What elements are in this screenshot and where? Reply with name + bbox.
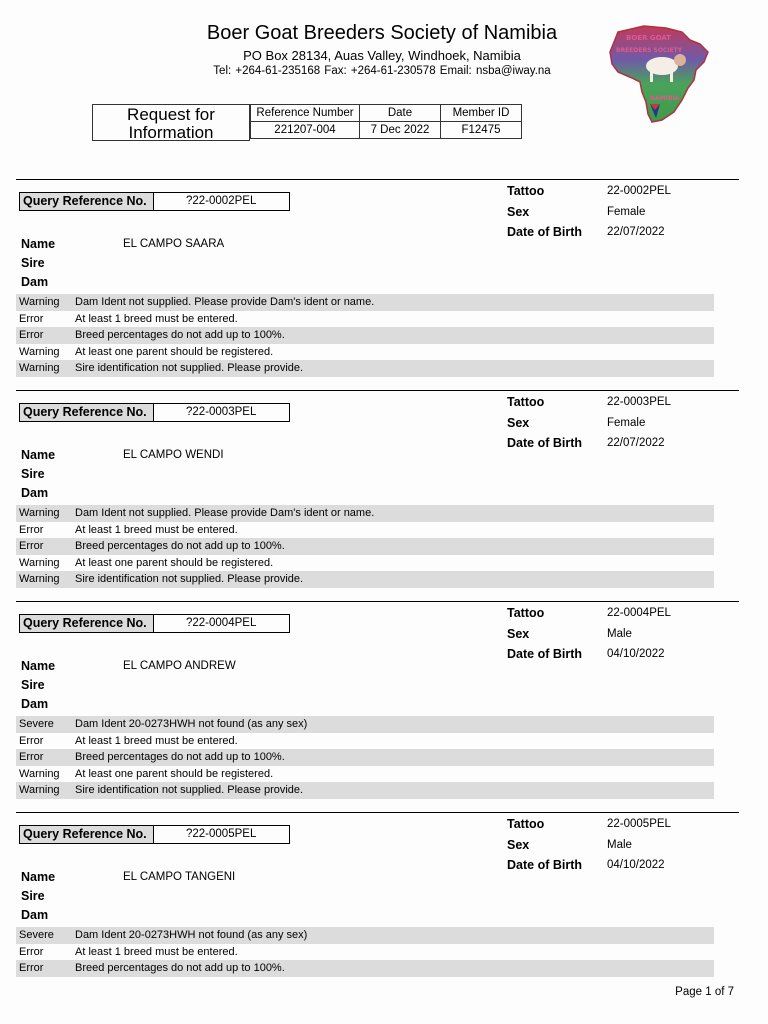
animal-name: EL CAMPO TANGENI [123,871,236,883]
message-row [16,927,714,944]
message-severity: Error [19,312,44,325]
message-row [16,344,714,361]
sex-label: Sex [507,838,530,852]
society-title: Boer Goat Breeders Society of Namibia [206,22,558,44]
tattoo-value: 22-0004PEL [607,607,671,619]
query-reference-label: Query Reference No. [20,826,154,843]
message-row [16,311,714,328]
dob-value: 22/07/2022 [607,437,665,449]
tattoo-value: 22-0003PEL [607,396,671,408]
message-severity: Warning [19,345,60,358]
message-row [16,555,714,572]
message-severity: Error [19,734,44,747]
message-text: At least one parent should be registered. [75,767,274,780]
message-list [16,927,714,977]
query-reference-box [19,614,290,633]
message-text: At least one parent should be registered. [75,345,274,358]
request-for-information-title: Request for Information [92,104,250,141]
name-label: Name [21,659,56,673]
sex-value: Male [607,839,632,851]
ref-number-value: 221207-004 [251,122,360,139]
date-header: Date [360,105,441,122]
query-section [16,601,739,812]
name-label: Name [21,237,56,251]
member-id-header: Member ID [441,105,522,122]
message-severity: Warning [19,767,60,780]
message-text: At least 1 breed must be entered. [75,312,238,325]
message-row [16,766,714,783]
message-text: Sire identification not supplied. Please provide. [75,784,304,797]
member-id-value: F12475 [441,122,522,139]
message-row [16,538,714,555]
message-row [16,505,714,522]
tattoo-label: Tattoo [507,395,545,409]
query-reference-value: ?22-0005PEL [186,828,257,840]
message-row [16,294,714,311]
society-address: PO Box 28134, Auas Valley, Windhoek, Namibia [243,48,521,63]
tattoo-value: 22-0002PEL [607,185,671,197]
name-label: Name [21,870,56,884]
sex-label: Sex [507,205,530,219]
message-severity: Warning [19,784,60,797]
message-text: Breed percentages do not add up to 100%. [75,962,285,975]
message-row [16,782,714,799]
sex-value: Female [607,206,646,218]
dam-label: Dam [21,697,49,711]
date-value: 7 Dec 2022 [360,122,441,139]
dob-label: Date of Birth [507,436,582,450]
message-severity: Warning [19,296,60,308]
message-row [16,733,714,750]
message-list [16,505,714,588]
section-divider [16,179,739,180]
message-row [16,327,714,344]
query-reference-label: Query Reference No. [20,404,154,421]
dob-label: Date of Birth [507,858,582,872]
message-row [16,960,714,977]
section-divider [16,812,739,813]
animal-name: EL CAMPO SAARA [123,238,225,250]
ref-number-header: Reference Number [251,105,360,122]
message-severity: Error [19,329,44,342]
dob-label: Date of Birth [507,225,582,239]
sex-value: Male [607,628,632,640]
message-list [16,294,714,377]
message-text: Dam Ident 20-0273HWH not found (as any sex) [75,929,308,941]
sire-label: Sire [21,256,45,270]
dam-label: Dam [21,486,49,500]
message-text: Breed percentages do not add up to 100%. [75,540,285,553]
society-contact: Tel: +264-61-235168 Fax: +264-61-230578 Email: nsba@iway.na [213,65,551,77]
svg-text:NAMIBIA: NAMIBIA [650,95,680,102]
message-row [16,944,714,961]
dam-label: Dam [21,275,49,289]
request-info-table [250,104,522,139]
message-text: Dam Ident 20-0273HWH not found (as any sex) [75,718,308,730]
message-text: Sire identification not supplied. Please provide. [75,362,304,375]
message-severity: Severe [19,718,54,730]
sire-label: Sire [21,678,45,692]
query-reference-box [19,192,290,211]
message-severity: Error [19,540,44,553]
message-severity: Warning [19,573,60,586]
message-severity: Error [19,962,44,975]
query-reference-box [19,403,290,422]
message-text: Dam Ident not supplied. Please provide Dam's ident or name. [75,507,375,519]
sire-label: Sire [21,467,45,481]
message-severity: Error [19,945,44,958]
tattoo-label: Tattoo [507,184,545,198]
message-severity: Error [19,523,44,536]
sex-label: Sex [507,416,530,430]
dob-value: 04/10/2022 [607,648,665,660]
message-severity: Error [19,751,44,764]
message-row [16,360,714,377]
message-severity: Warning [19,362,60,375]
message-severity: Warning [19,556,60,569]
message-severity: Warning [19,507,60,519]
sex-value: Female [607,417,646,429]
svg-text:BREEDERS SOCIETY: BREEDERS SOCIETY [616,47,683,54]
query-reference-value: ?22-0002PEL [186,195,257,207]
query-reference-value: ?22-0003PEL [186,406,257,418]
page-number: Page 1 of 7 [675,986,734,998]
message-text: Breed percentages do not add up to 100%. [75,329,285,342]
tattoo-label: Tattoo [507,606,545,620]
query-reference-label: Query Reference No. [20,615,154,632]
message-text: Dam Ident not supplied. Please provide Dam's ident or name. [75,296,375,308]
message-text: Sire identification not supplied. Please provide. [75,573,304,586]
message-row [16,749,714,766]
message-text: At least 1 breed must be entered. [75,734,238,747]
section-divider [16,601,739,602]
message-row [16,716,714,733]
message-text: At least 1 breed must be entered. [75,945,238,958]
sex-label: Sex [507,627,530,641]
message-row [16,571,714,588]
query-reference-value: ?22-0004PEL [186,617,257,629]
dob-label: Date of Birth [507,647,582,661]
query-reference-label: Query Reference No. [20,193,154,210]
query-reference-box [19,825,290,844]
query-section [16,179,739,390]
message-row [16,522,714,539]
sire-label: Sire [21,889,45,903]
message-severity: Severe [19,929,54,941]
section-divider [16,390,739,391]
dob-value: 04/10/2022 [607,859,665,871]
tattoo-value: 22-0005PEL [607,818,671,830]
animal-name: EL CAMPO ANDREW [123,660,236,672]
society-logo [604,22,714,132]
message-text: At least 1 breed must be entered. [75,523,238,536]
dob-value: 22/07/2022 [607,226,665,238]
message-text: Breed percentages do not add up to 100%. [75,751,285,764]
query-section [16,390,739,601]
message-text: At least one parent should be registered. [75,556,274,569]
tattoo-label: Tattoo [507,817,545,831]
dam-label: Dam [21,908,49,922]
svg-text:BOER GOAT: BOER GOAT [626,34,672,42]
message-list [16,716,714,799]
name-label: Name [21,448,56,462]
animal-name: EL CAMPO WENDI [123,449,224,461]
